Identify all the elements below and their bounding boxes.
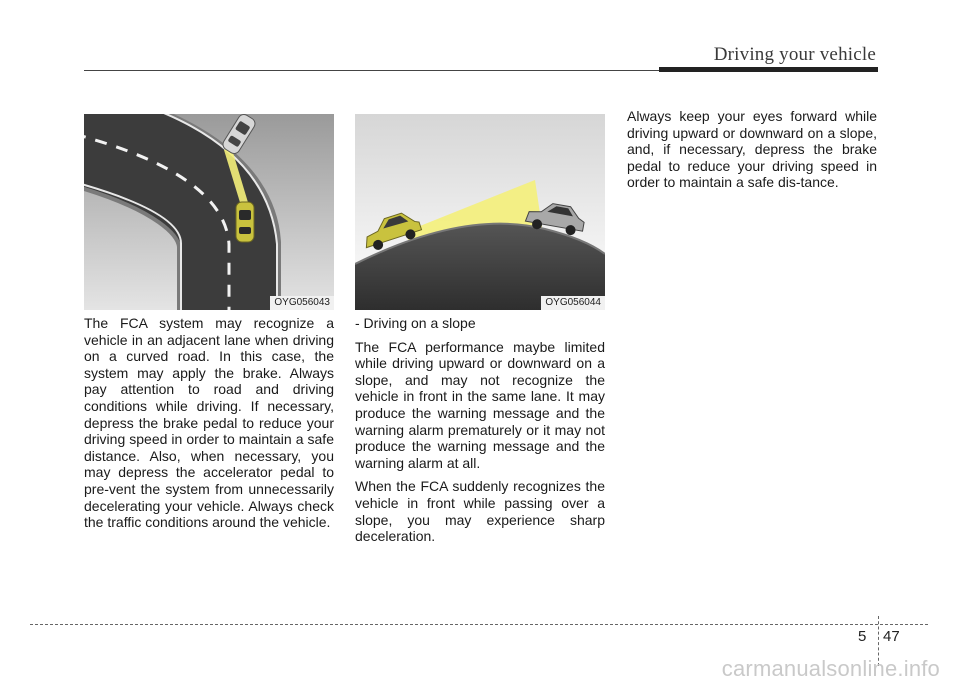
figure-curved-road (84, 114, 334, 310)
chapter-number: 5 (858, 628, 867, 645)
slope-illustration (355, 114, 605, 310)
section-title: Driving your vehicle (713, 44, 876, 65)
column-right (627, 108, 877, 198)
paragraph: The FCA system may recognize a vehicle in an adjacent lane when driving on a curved road. In this case, the system may apply the brake. Always pay attention to road and driving conditions while driving. If necessary, depress the brake pedal to reduce your driving speed in order to maintain a safe distance. Also, when necessary, you may depress the accelerator pedal to pre-vent the system from unnecessarily decelerating your vehicle. Always check the traffic conditions around the vehicle. (84, 315, 334, 531)
paragraph: When the FCA suddenly recognizes the vehicle in front while passing over a slope, you may experience sharp deceleration. (355, 478, 605, 545)
column-left (84, 315, 334, 538)
paragraph: The FCA performance maybe limited while driving upward or downward on a slope, and may not recognize the vehicle in front in the same lane. It may produce the warning message and the warning alarm prematurely or it may not produce the warning message and the warning alarm at all. (355, 338, 605, 471)
car-yellow-icon (236, 202, 254, 242)
figure-code: OYG056043 (270, 296, 334, 310)
header-rule (84, 70, 659, 71)
paragraph-subheading: - Driving on a slope (355, 315, 476, 331)
paragraph: Always keep your eyes forward while driving upward or downward on a slope, and, if necessary, depress the brake pedal to reduce your driving speed in order to maintain a safe dis-tance. (627, 108, 877, 191)
figure-code: OYG056044 (541, 296, 605, 310)
header-rule-accent (659, 67, 878, 72)
curved-road-illustration (84, 114, 334, 310)
watermark: carmanualsonline.info (721, 656, 940, 681)
column-middle (355, 315, 605, 552)
footer-rule (30, 624, 928, 625)
page-number: 47 (883, 628, 900, 645)
figure-slope (355, 114, 605, 310)
